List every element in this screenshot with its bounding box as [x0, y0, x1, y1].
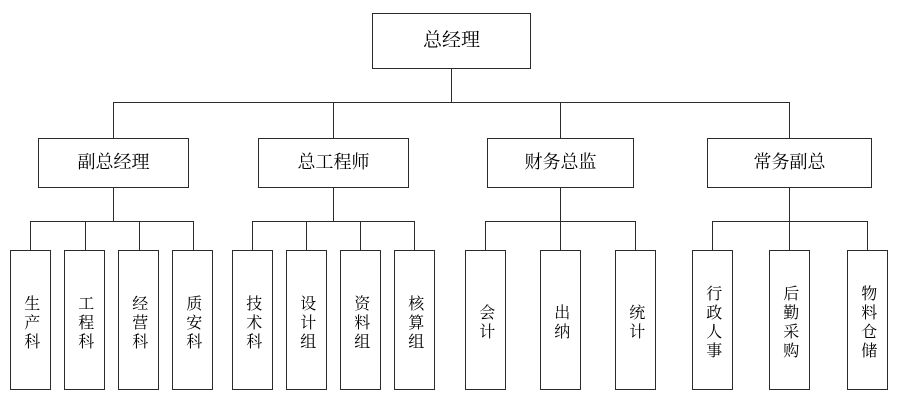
node-executive-vice-president[interactable] — [707, 138, 872, 188]
connector-g4-1 — [712, 221, 713, 250]
node-statistician[interactable] — [615, 250, 656, 390]
node-administration-hr[interactable] — [692, 250, 733, 390]
connector-level2-bus — [113, 102, 789, 103]
connector-to-deputy-gm — [113, 102, 114, 138]
connector-g2-2 — [306, 221, 307, 250]
node-label: 总工程师 — [297, 151, 370, 173]
node-label: 核算组 — [405, 294, 425, 352]
node-label: 行政人事 — [703, 285, 723, 361]
connector-group2-bus — [252, 221, 414, 222]
node-label: 财务总监 — [524, 151, 597, 173]
node-label: 物料仓储 — [858, 285, 878, 361]
node-label: 资料组 — [351, 294, 371, 352]
connector-g1-2 — [85, 221, 86, 250]
node-quality-safety-department[interactable] — [172, 250, 213, 390]
node-operations-department[interactable] — [118, 250, 159, 390]
node-label: 后勤采购 — [780, 285, 800, 361]
connector-chief-engineer-down — [333, 188, 334, 221]
node-technical-department[interactable] — [232, 250, 273, 390]
connector-exec-vp-down — [789, 188, 790, 221]
connector-g4-2 — [789, 221, 790, 250]
node-label: 统计 — [626, 304, 646, 342]
node-label: 质安科 — [183, 294, 203, 352]
connector-g1-3 — [139, 221, 140, 250]
connector-g4-3 — [867, 221, 868, 250]
connector-g1-1 — [30, 221, 31, 250]
node-label: 常务副总 — [753, 151, 826, 173]
connector-g3-2 — [560, 221, 561, 250]
node-materials-warehousing[interactable] — [847, 250, 888, 390]
node-logistics-procurement[interactable] — [769, 250, 810, 390]
node-label: 出纳 — [551, 304, 571, 342]
node-finance-director[interactable] — [487, 138, 634, 188]
node-deputy-general-manager[interactable] — [38, 138, 189, 188]
node-accounting-group[interactable] — [394, 250, 435, 390]
node-label: 工程科 — [75, 294, 95, 352]
node-label: 经营科 — [129, 294, 149, 352]
node-production-department[interactable] — [10, 250, 51, 390]
node-label: 副总经理 — [77, 151, 150, 173]
node-general-manager[interactable] — [372, 13, 531, 69]
connector-g2-3 — [360, 221, 361, 250]
connector-g2-1 — [252, 221, 253, 250]
node-documentation-group[interactable] — [340, 250, 381, 390]
connector-g1-4 — [193, 221, 194, 250]
connector-to-cfo — [560, 102, 561, 138]
node-label: 总经理 — [422, 29, 480, 52]
connector-g2-4 — [414, 221, 415, 250]
connector-g3-3 — [635, 221, 636, 250]
node-label: 技术科 — [243, 294, 263, 352]
node-engineering-department[interactable] — [64, 250, 105, 390]
connector-to-exec-vp — [789, 102, 790, 138]
connector-group1-bus — [30, 221, 193, 222]
node-label: 设计组 — [297, 294, 317, 352]
connector-root-down — [451, 69, 452, 102]
node-label: 生产科 — [21, 294, 41, 352]
connector-cfo-down — [560, 188, 561, 221]
node-label: 会计 — [476, 304, 496, 342]
node-cashier[interactable] — [540, 250, 581, 390]
node-accountant[interactable] — [465, 250, 506, 390]
connector-deputy-gm-down — [113, 188, 114, 221]
connector-to-chief-engineer — [333, 102, 334, 138]
node-design-group[interactable] — [286, 250, 327, 390]
node-chief-engineer[interactable] — [258, 138, 409, 188]
connector-g3-1 — [485, 221, 486, 250]
